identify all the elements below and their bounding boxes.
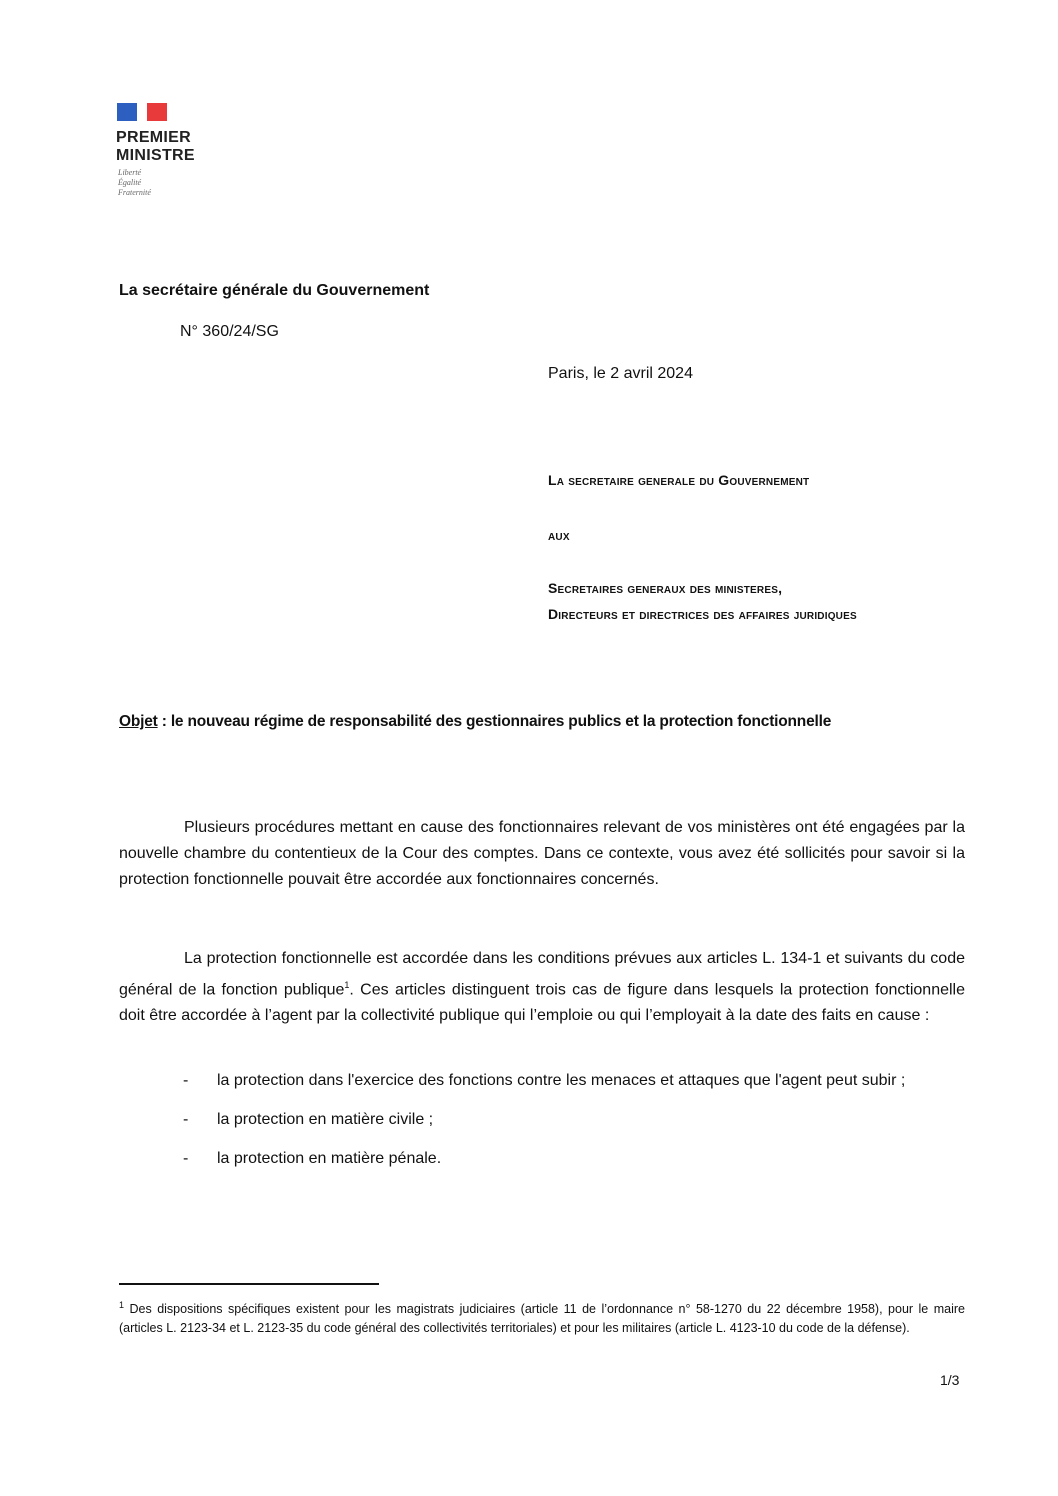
- footnote-number: 1: [119, 1300, 125, 1310]
- body-paragraph-1: Plusieurs procédures mettant en cause des fonctionnaires relevant de vos ministères ont été engagées par la nouvelle chambre du contentieux de la Cour des comptes. Dans ce contexte, vous avez été sollicités pour savoir si la protection fonctionnelle pouvait être accordée aux fonctionnaires concernés.: [119, 819, 965, 888]
- logo-name-line1: PREMIER: [116, 129, 191, 146]
- page-number: 1/3: [940, 1372, 960, 1388]
- dash-bullet-icon: -: [183, 1150, 189, 1167]
- footnote-separator: [119, 1283, 379, 1285]
- body-paragraph-2: [119, 946, 965, 1029]
- list-item: [183, 1107, 965, 1133]
- list-item-text: la protection dans l'exercice des fonctions contre les menaces et attaques que l'agent peut subir ;: [217, 1072, 906, 1089]
- footnote-ref-1[interactable]: 1: [344, 980, 350, 990]
- logo-name-line2: MINISTRE: [116, 147, 195, 164]
- address-from: La secretaire generale du Gouvernement: [548, 472, 810, 488]
- motto-fraternite: Fraternité: [118, 188, 151, 197]
- dash-bullet-icon: -: [183, 1072, 189, 1089]
- motto-liberte: Liberté: [118, 168, 142, 177]
- dash-bullet-icon: -: [183, 1111, 189, 1128]
- logo-premier-ministre: [116, 129, 195, 165]
- address-to-label: aux: [548, 527, 570, 543]
- subject-line: [119, 713, 831, 731]
- address-recipient-2: Directeurs et directrices des affaires juridiques: [548, 606, 857, 622]
- sender-title: La secrétaire générale du Gouvernement: [119, 282, 430, 299]
- motto-egalite: Égalité: [118, 178, 142, 187]
- list-item: [183, 1146, 965, 1172]
- french-flag-icon: [117, 103, 167, 121]
- footnote-text: Des dispositions spécifiques existent pour les magistrats judiciaires (article 11 de l’ordonnance n° 58-1270 du 22 décembre 1958), pour le maire (articles L. 2123-34 et L. 2123-35 du code général des collectivités territoriales) et pour les militaires (article L. 4123-10 du code de la défense).: [119, 1302, 965, 1336]
- paragraph-2-part-2: . Ces articles distinguent trois cas de figure dans lesquels la protection fonctionnelle doit être accordée à l’agent par la collectivité publique qui l’emploie ou qui l’employait à la date des faits en cause :: [119, 981, 965, 1025]
- subject-text: le nouveau régime de responsabilité des gestionnaires publics et la protection fonctionnelle: [170, 713, 832, 730]
- logo-motto: [118, 168, 151, 198]
- subject-label: Objet: [119, 713, 158, 730]
- list-item: [183, 1068, 965, 1094]
- paragraph-2-part-1: La protection fonctionnelle est accordée dans les conditions prévues aux articles L. 134-1 et suivants du code général de la fonction publique: [119, 950, 965, 999]
- address-recipient-1: Secretaires generaux des ministeres,: [548, 580, 783, 596]
- letter-date: Paris, le 2 avril 2024: [548, 365, 693, 382]
- subject-separator: :: [157, 713, 171, 730]
- list-item-text: la protection en matière civile ;: [217, 1111, 434, 1128]
- flag-blue-band: [117, 103, 137, 121]
- list-item-text: la protection en matière pénale.: [217, 1150, 442, 1167]
- footnote-1: [119, 1296, 965, 1338]
- flag-red-band: [147, 103, 167, 121]
- protection-list: [183, 1068, 965, 1172]
- reference-number: N° 360/24/SG: [180, 323, 279, 340]
- flag-white-band: [137, 103, 147, 121]
